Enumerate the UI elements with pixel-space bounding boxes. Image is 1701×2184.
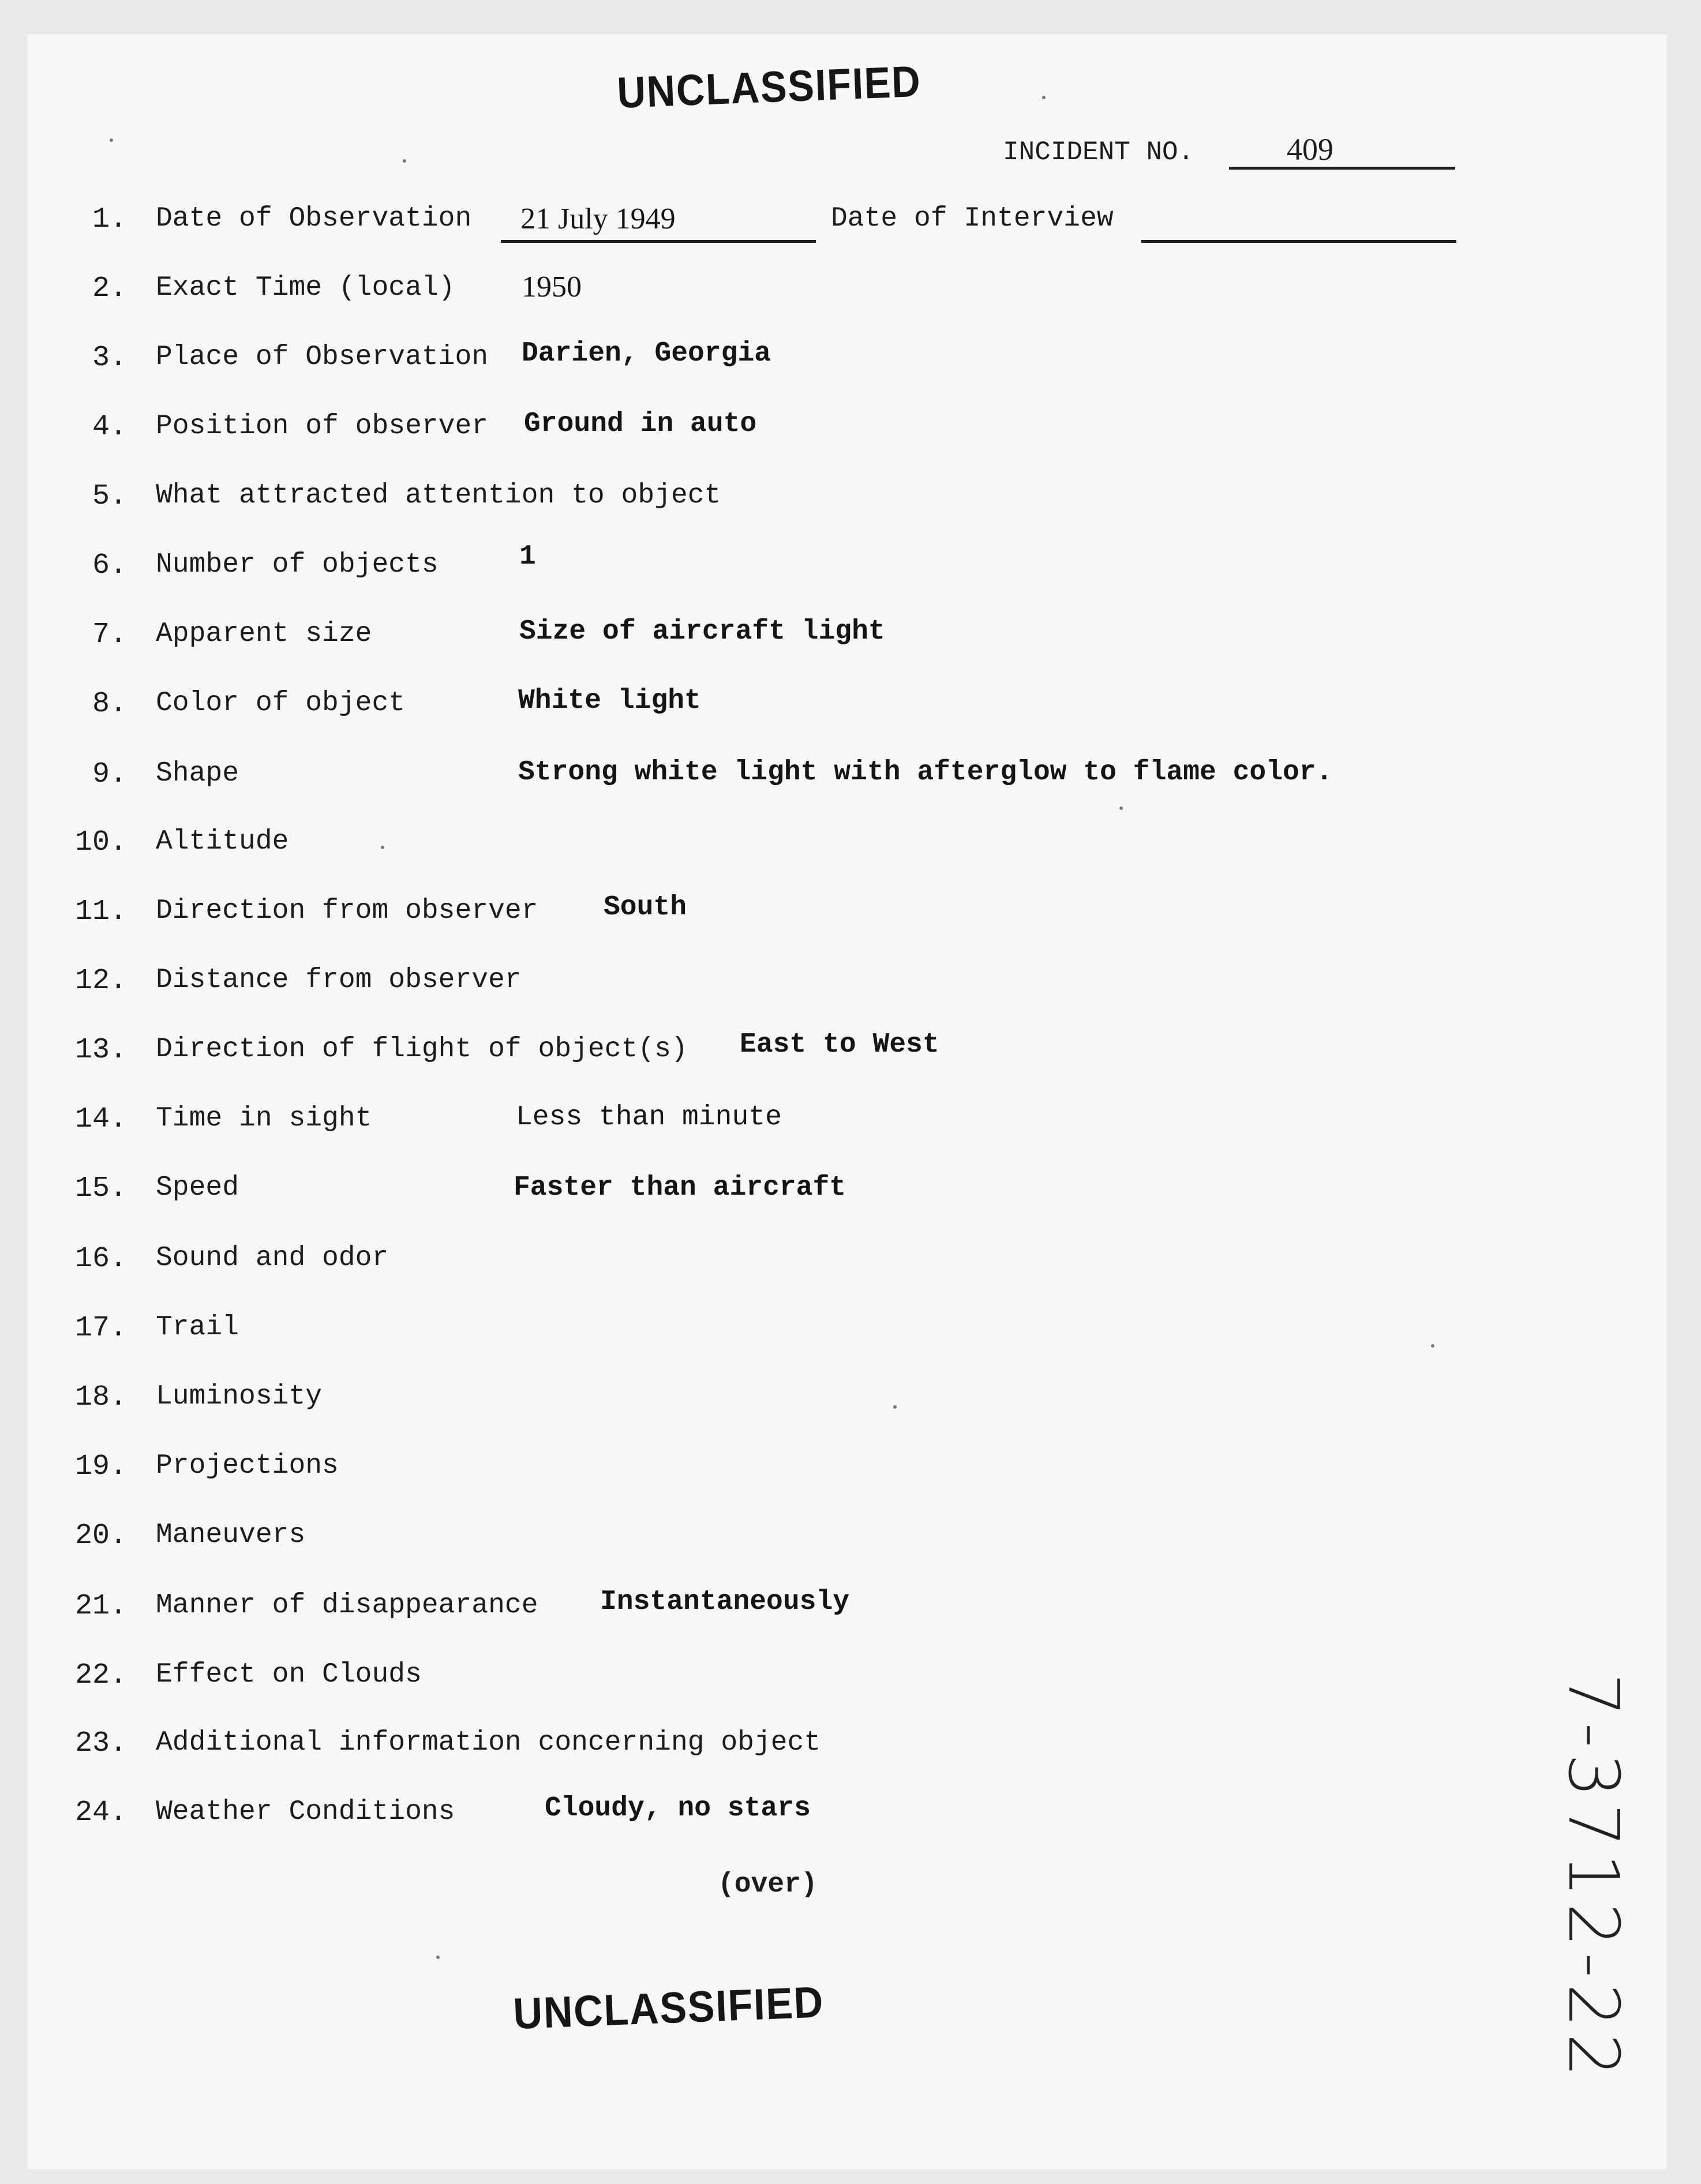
item-number: 24.: [74, 1796, 127, 1829]
paper-speck: [436, 1956, 440, 1959]
item-label: Direction from observer: [156, 895, 538, 926]
handwritten-margin-number: 7-3712-22: [1553, 1673, 1633, 2084]
item-value: White light: [518, 685, 701, 716]
paper-speck: [893, 1405, 897, 1409]
incident-label: INCIDENT NO.: [1003, 137, 1194, 167]
item-label: Exact Time (local): [156, 272, 455, 303]
item-label: Manner of disappearance: [156, 1590, 538, 1621]
item-number: 23.: [74, 1727, 127, 1760]
item-number: 16.: [74, 1243, 127, 1275]
item-value: Ground in auto: [524, 408, 757, 440]
date-of-observation-underline: [501, 240, 816, 243]
item-number: 14.: [74, 1103, 127, 1136]
item-number: 13.: [74, 1034, 127, 1067]
item-label: Date of Observation: [156, 203, 472, 234]
item-value: Size of aircraft light: [519, 616, 885, 647]
item-number: 3.: [92, 342, 127, 374]
item-label: Trail: [156, 1312, 239, 1343]
date-of-interview-underline: [1141, 240, 1456, 243]
item-label: Effect on Clouds: [156, 1659, 422, 1690]
item-number: 19.: [74, 1450, 127, 1483]
item-number: 1.: [92, 203, 127, 236]
item-number: 21.: [74, 1590, 127, 1623]
item-value: 1: [519, 541, 536, 572]
item-value: Strong white light with afterglow to flame color.: [518, 757, 1333, 788]
item-number: 4.: [92, 411, 127, 444]
item-value: 1950: [522, 271, 582, 303]
paper-speck: [403, 159, 406, 163]
paper-speck: [110, 138, 113, 142]
classification-stamp-top: UNCLASSIFIED: [616, 57, 922, 118]
item-number: 15.: [74, 1172, 127, 1205]
item-label: Luminosity: [156, 1381, 323, 1412]
item-label: Shape: [156, 758, 239, 789]
item-value: East to West: [740, 1029, 939, 1060]
classification-stamp-bottom: UNCLASSIFIED: [512, 1977, 825, 2039]
item-number: 8.: [92, 688, 127, 721]
paper-speck: [1431, 1344, 1434, 1348]
item-label: Sound and odor: [156, 1243, 389, 1274]
paper-speck: [381, 846, 384, 849]
item-label: Maneuvers: [156, 1519, 306, 1551]
date-of-interview-label: Date of Interview: [831, 203, 1114, 234]
date-of-observation-value: 21 July 1949: [520, 202, 676, 235]
item-label: Place of Observation: [156, 342, 489, 373]
item-label: Direction of flight of object(s): [156, 1034, 688, 1065]
item-label: What attracted attention to object: [156, 480, 721, 511]
item-label: Time in sight: [156, 1103, 372, 1134]
item-label: Color of object: [156, 688, 406, 719]
item-number: 5.: [92, 480, 127, 513]
item-label: Altitude: [156, 826, 289, 857]
item-value: Cloudy, no stars: [545, 1793, 811, 1824]
item-number: 2.: [92, 272, 127, 305]
item-label: Apparent size: [156, 618, 372, 650]
item-number: 6.: [92, 549, 127, 582]
item-label: Weather Conditions: [156, 1796, 455, 1827]
item-value: South: [604, 892, 687, 923]
item-label: Distance from observer: [156, 965, 522, 996]
item-label: Speed: [156, 1172, 239, 1203]
incident-number: 409: [1229, 132, 1455, 170]
over-note: (over): [718, 1869, 818, 1900]
item-label: Number of objects: [156, 549, 439, 580]
item-value: Instantaneously: [600, 1586, 850, 1618]
item-number: 11.: [74, 895, 127, 928]
item-number: 17.: [74, 1312, 127, 1345]
item-number: 18.: [74, 1381, 127, 1414]
item-value: Less than minute: [516, 1102, 782, 1133]
item-number: 9.: [92, 758, 127, 791]
item-number: 12.: [74, 965, 127, 997]
item-number: 10.: [74, 826, 127, 859]
item-value: Darien, Georgia: [522, 338, 771, 369]
item-number: 22.: [74, 1659, 127, 1692]
item-label: Additional information concerning object: [156, 1727, 821, 1758]
item-number: 7.: [92, 618, 127, 651]
item-label: Projections: [156, 1450, 339, 1481]
item-label: Position of observer: [156, 411, 489, 442]
paper-speck: [1042, 96, 1046, 99]
item-number: 20.: [74, 1519, 127, 1552]
item-value: Faster than aircraft: [514, 1172, 846, 1203]
paper-speck: [1119, 806, 1123, 810]
